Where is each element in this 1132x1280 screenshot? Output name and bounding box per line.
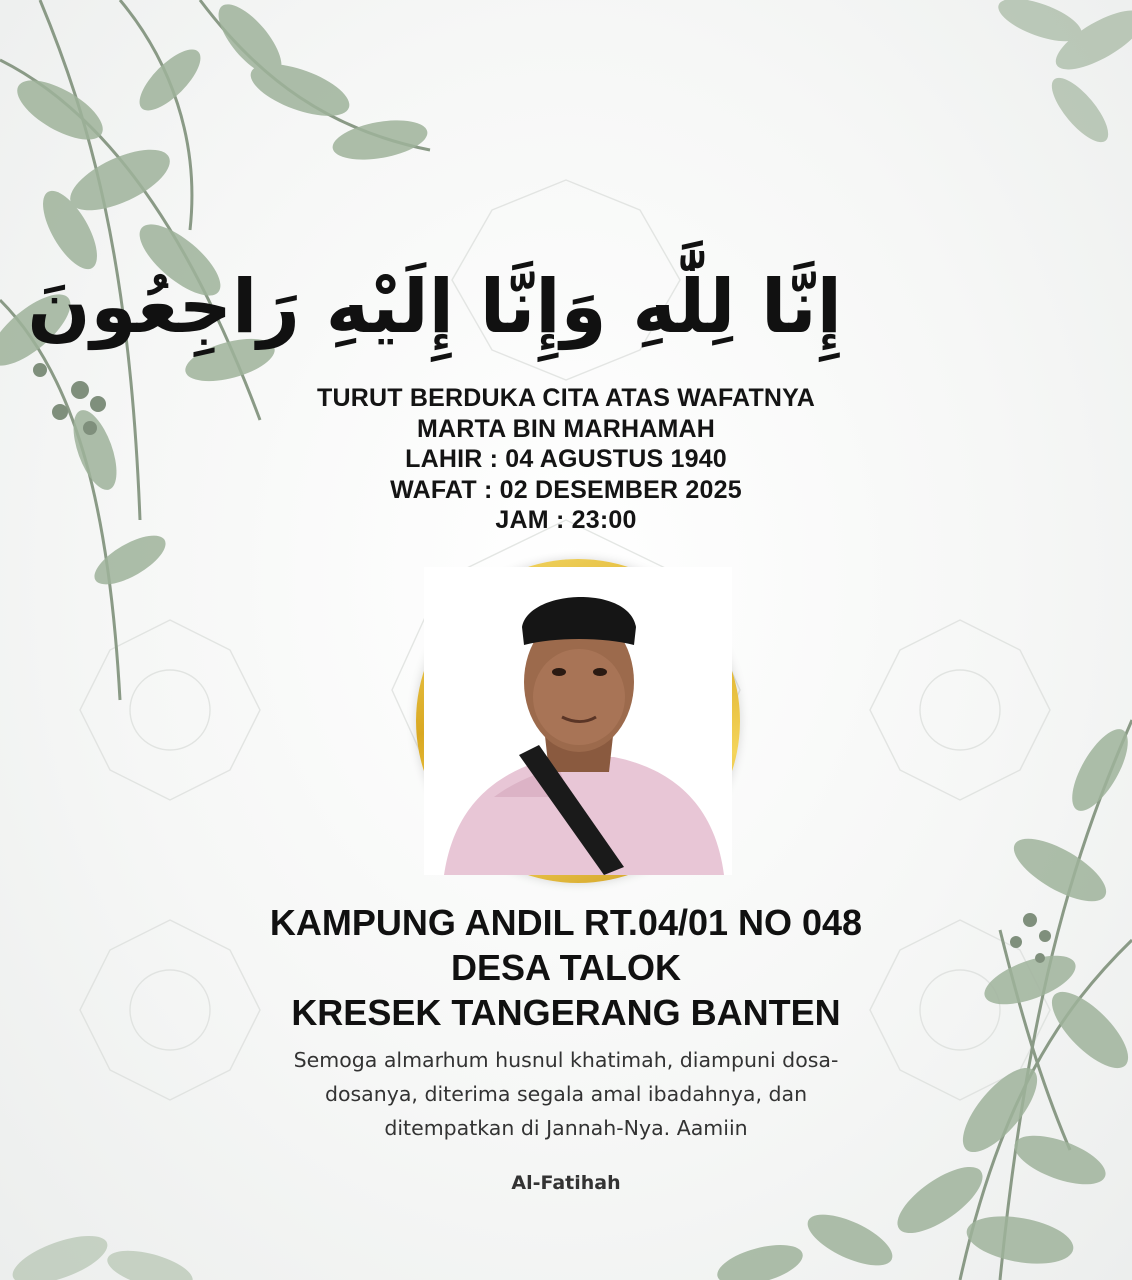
leaves-top-right-decoration bbox=[780, 0, 1132, 200]
address-line-2: DESA TALOK bbox=[451, 947, 681, 988]
prayer-line-2: dosanya, diterima segala amal ibadahnya, dan bbox=[324, 1082, 808, 1106]
death-time: JAM : 23:00 bbox=[495, 506, 637, 534]
condolence-title: TURUT BERDUKA CITA ATAS WAFATNYA bbox=[316, 384, 816, 412]
deceased-name: MARTA BIN MARHAMAH bbox=[417, 414, 715, 443]
prayer-line-3: ditempatkan di Jannah-Nya. Aamiin bbox=[384, 1116, 748, 1140]
portrait-gold-frame bbox=[416, 559, 740, 883]
portrait-photo bbox=[424, 567, 732, 875]
address-block bbox=[0, 900, 1132, 1035]
death-date: WAFAT : 02 DESEMBER 2025 bbox=[390, 475, 742, 504]
closing-al-fatihah: Al-Fatihah bbox=[511, 1172, 621, 1194]
leaves-bottom-left-decoration bbox=[0, 1150, 300, 1280]
address-line-3: KRESEK TANGERANG BANTEN bbox=[291, 992, 841, 1033]
birth-date: LAHIR : 04 AGUSTUS 1940 bbox=[405, 445, 727, 473]
portrait-illustration bbox=[424, 567, 732, 875]
prayer-text bbox=[180, 1043, 952, 1145]
address-line-1: KAMPUNG ANDIL RT.04/01 NO 048 bbox=[269, 902, 863, 943]
announcement-header bbox=[0, 383, 1132, 536]
arabic-calligraphy: إِنَّا لِلَّٰهِ وَإِنَّا إِلَيْهِ رَاجِعُونَ bbox=[27, 264, 842, 350]
prayer-line-1: Semoga almarhum husnul khatimah, diampuni dosa- bbox=[293, 1048, 839, 1072]
